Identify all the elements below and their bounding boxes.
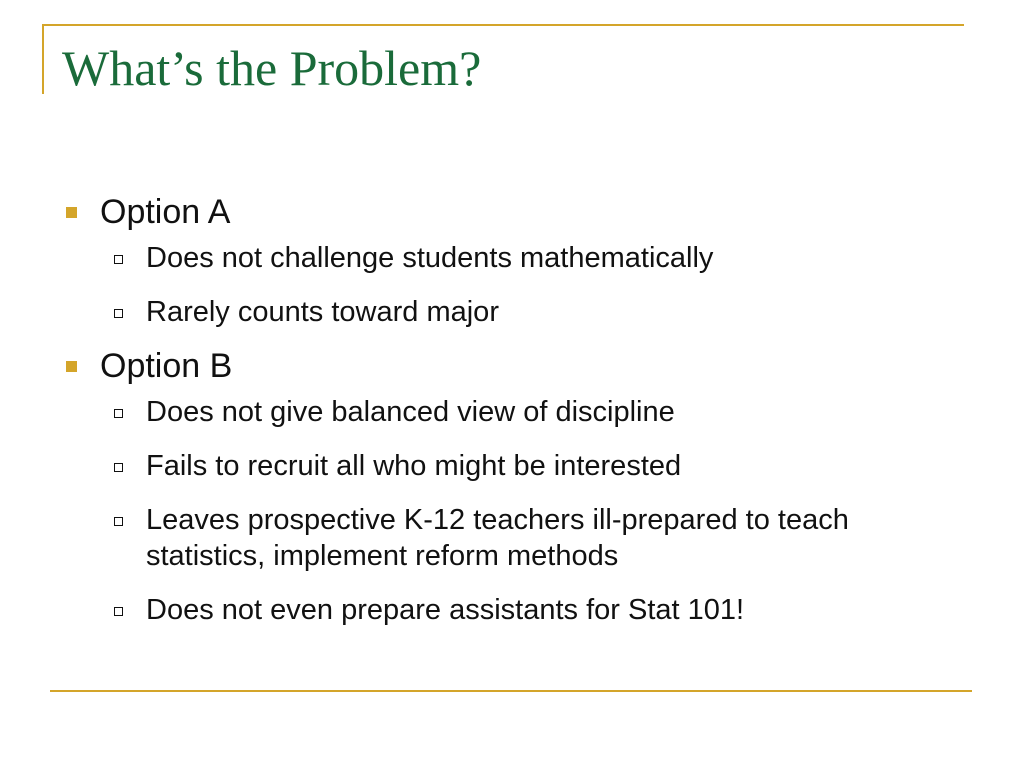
checkbox-bullet-icon: [114, 409, 123, 418]
section-option-a: [62, 190, 962, 234]
list-item-text: Leaves prospective K-12 teachers ill-prepared to teach statistics, implement reform methods: [146, 504, 849, 572]
list-item-text: Does not even prepare assistants for Stat 101!: [146, 594, 745, 626]
checkbox-bullet-icon: [114, 607, 123, 616]
list-item: [62, 294, 962, 330]
list-item: [62, 502, 962, 574]
checkbox-bullet-icon: [114, 463, 123, 472]
square-bullet-icon: [66, 207, 77, 218]
checkbox-bullet-icon: [114, 255, 123, 264]
section-label: Option A: [100, 193, 231, 231]
list-item: [62, 394, 962, 430]
checkbox-bullet-icon: [114, 309, 123, 318]
list-item-text: Fails to recruit all who might be interested: [146, 450, 682, 482]
list-item-text: Does not challenge students mathematically: [146, 242, 714, 274]
list-item-text: Rarely counts toward major: [146, 296, 499, 328]
section-label: Option B: [100, 347, 233, 385]
square-bullet-icon: [66, 361, 77, 372]
list-item-text: Does not give balanced view of discipline: [146, 396, 675, 428]
bottom-rule: [50, 690, 972, 692]
list-item: [62, 240, 962, 276]
section-option-b: [62, 344, 962, 388]
list-item: [62, 448, 962, 484]
checkbox-bullet-icon: [114, 517, 123, 526]
top-rule: [42, 24, 964, 26]
slide-title: What’s the Problem?: [62, 40, 482, 96]
bullet-list: [62, 190, 962, 642]
left-rule: [42, 24, 44, 94]
list-item: [62, 592, 962, 628]
